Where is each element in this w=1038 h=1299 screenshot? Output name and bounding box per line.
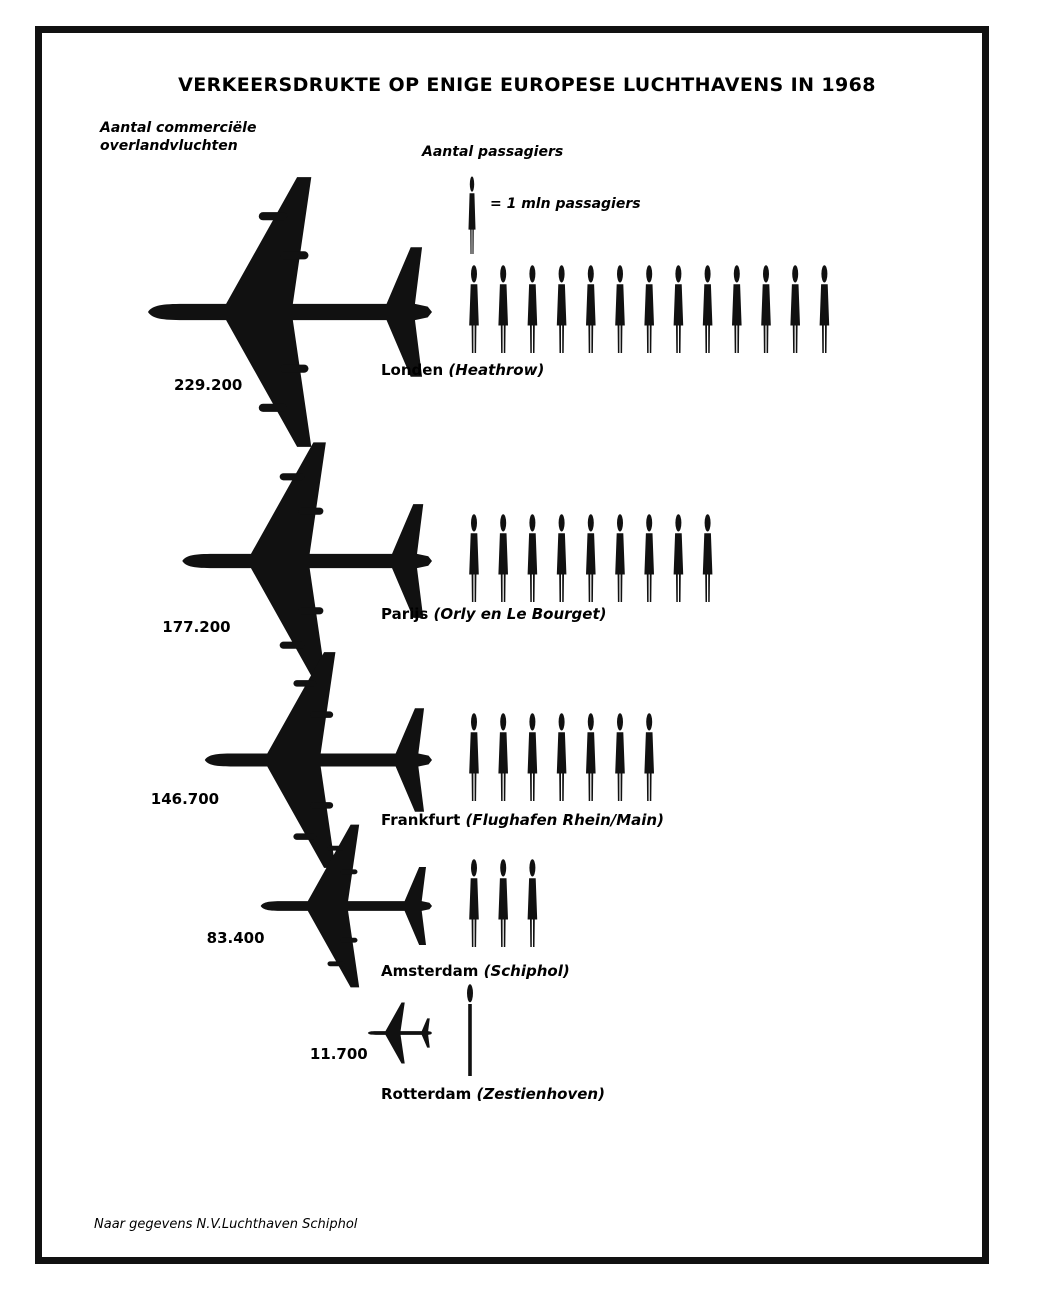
passenger-icon-partial [674,713,684,801]
airplane-icon [368,1003,432,1064]
chart-rows [148,177,858,1103]
airport-detail: (Orly en Le Bourget) [433,605,607,623]
airplane-icon [205,652,432,868]
airport-detail: (Zestienhoven) [476,1085,605,1103]
airport-label [381,1085,605,1103]
airport-detail: (Flughafen Rhein/Main) [465,811,664,829]
flights-value-label: 11.700 [309,1045,368,1063]
passenger-icon [498,713,508,801]
row-rotterdam [310,984,605,1103]
passenger-icon [644,265,654,353]
row-frankfurt [151,652,683,868]
passenger-icon [586,265,596,353]
passenger-icon [732,265,742,353]
chart-title: VERKEERSDRUKTE OP ENIGE EUROPESE LUCHTHAVENS IN 1968 [178,74,876,96]
passenger-icon [644,713,654,801]
passenger-icon [674,265,684,353]
passenger-icon [615,713,625,801]
passenger-icon [469,859,479,947]
passenger-icon [528,859,538,947]
passenger-icon [557,265,567,353]
passenger-icon [703,265,713,353]
passenger-icon [498,514,508,602]
source-note: Naar gegevens N.V.Luchthaven Schiphol [94,1217,358,1232]
passenger-icon [528,514,538,602]
passenger-icon-partial [557,859,567,947]
airport-label [381,962,570,980]
passenger-icon [498,859,508,947]
airport-label [381,361,544,379]
passengers-axis-label: Aantal passagiers [422,144,564,160]
passenger-icon-partial [467,984,473,1076]
airport-city: Londen [381,361,449,379]
legend-text: = 1 mln passagiers [490,196,641,212]
passenger-icon [790,265,800,353]
passenger-icon [820,265,830,353]
flights-value-label: 229.200 [174,376,243,394]
passenger-icon-partial [849,265,859,353]
passenger-icon [615,265,625,353]
row-amsterdam [207,825,570,988]
flights-axis-label: Aantal commerciële [100,120,257,136]
passenger-icon [615,514,625,602]
airplane-icon [182,442,432,679]
row-londen [148,177,858,447]
passenger-icon [528,265,538,353]
airport-label [381,605,606,623]
passenger-icon [586,514,596,602]
airport-city: Frankfurt [381,811,466,829]
passenger-icon [469,514,479,602]
legend [468,176,640,254]
passenger-icon [469,265,479,353]
airport-detail: (Heathrow) [448,361,545,379]
passenger-icon [586,713,596,801]
passenger-icon [557,514,567,602]
airplane-icon [148,177,432,447]
passenger-icon [644,514,654,602]
passenger-icon [557,713,567,801]
passenger-icon [674,514,684,602]
airport-city: Parijs [381,605,434,623]
airport-city: Amsterdam [381,962,484,980]
passenger-icon [469,713,479,801]
flights-axis-label-line2: overlandvluchten [100,138,238,154]
passenger-icon [703,514,713,602]
flights-value-label: 83.400 [206,929,265,947]
passenger-icon [498,265,508,353]
passenger-icon [528,713,538,801]
row-parijs [162,442,712,679]
passenger-icon [761,265,771,353]
airport-label [381,811,664,829]
airport-detail: (Schiphol) [483,962,570,980]
flights-value-label: 146.700 [150,790,220,808]
airport-city: Rotterdam [381,1085,477,1103]
flights-value-label: 177.200 [162,618,231,636]
legend-person-icon [468,176,475,254]
